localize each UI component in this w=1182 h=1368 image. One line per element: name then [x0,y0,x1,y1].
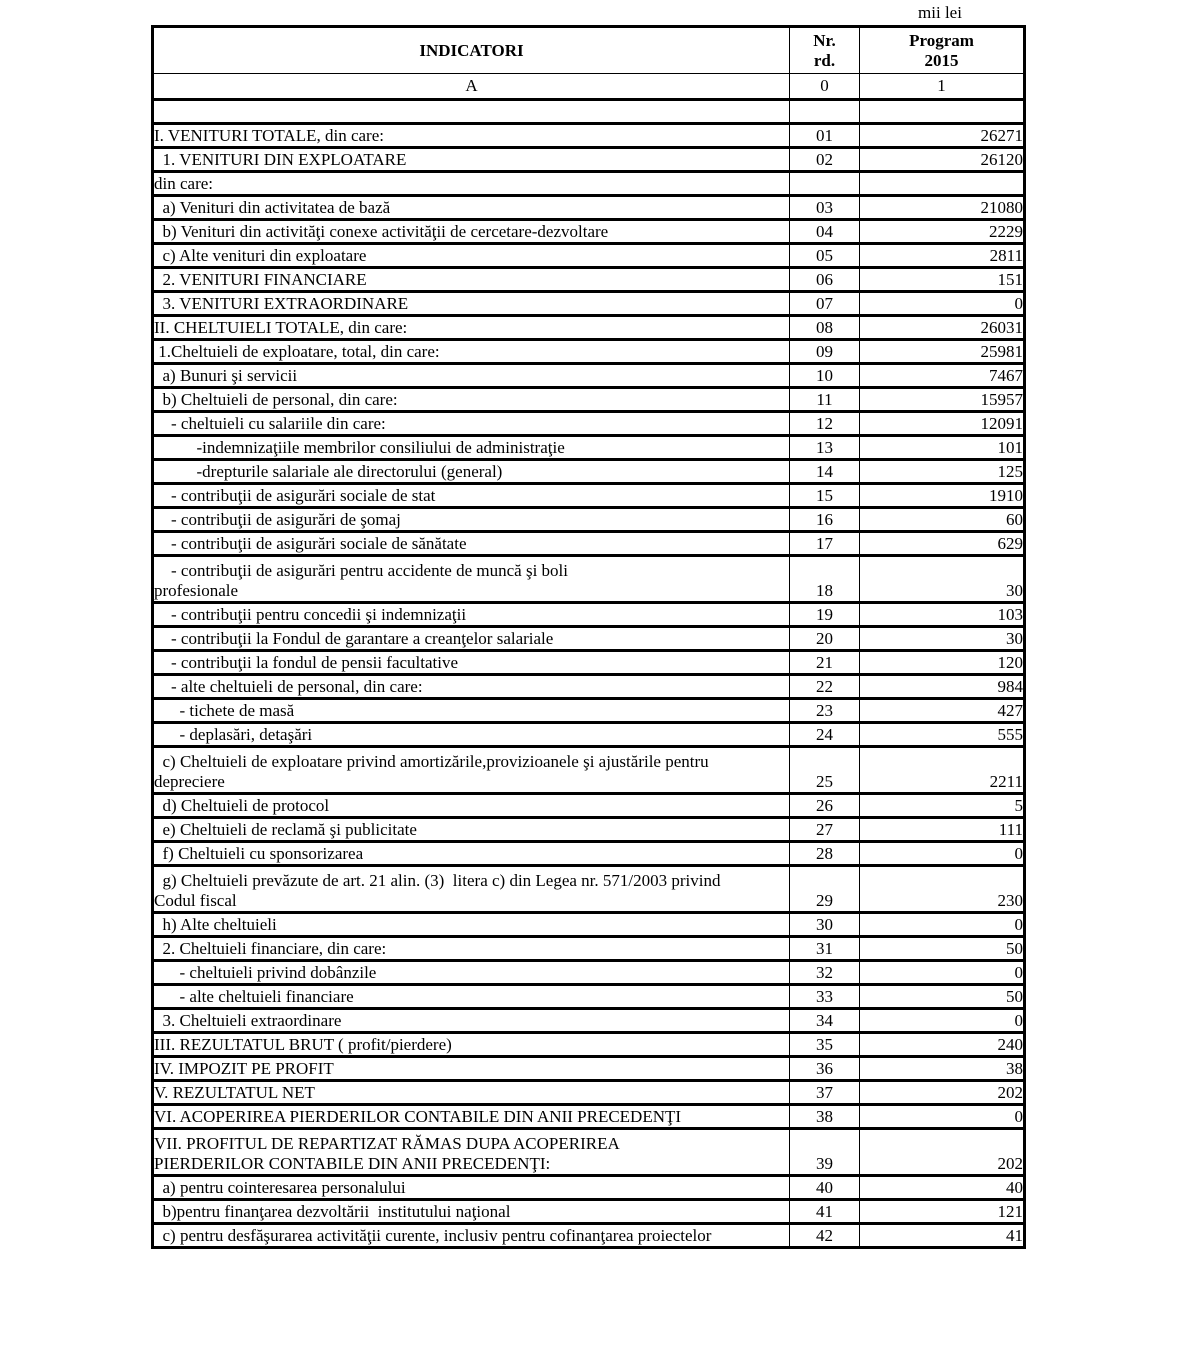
indicator-cell: c) pentru desfăşurarea activităţii curente, inclusiv pentru cofinanţarea proiectelor [153,1224,790,1248]
indicator-cell: VII. PROFITUL DE REPARTIZAT RĂMAS DUPA ACOPERIREA PIERDERILOR CONTABILE DIN ANII PRECEDENŢI: [153,1129,790,1176]
table-row [153,340,1025,364]
subheader-1: 1 [860,74,1025,100]
header-nr-rd: Nr. rd. [790,27,860,74]
row-number-cell: 41 [790,1200,860,1224]
program-value-cell: 26031 [860,316,1025,340]
indicator-cell: f) Cheltuieli cu sponsorizarea [153,842,790,866]
row-number-cell: 29 [790,866,860,913]
indicator-cell: c) Cheltuieli de exploatare privind amortizările,provizioanele şi ajustările pentru depreciere [153,747,790,794]
program-value-cell: 101 [860,436,1025,460]
header-program-2015: Program 2015 [860,27,1025,74]
indicator-cell: b) Cheltuieli de personal, din care: [153,388,790,412]
program-value-cell: 26120 [860,148,1025,172]
unit-label: mii lei [918,3,962,22]
table-row [153,1033,1025,1057]
row-number-cell: 16 [790,508,860,532]
row-number-cell: 22 [790,675,860,699]
table-row [153,818,1025,842]
row-number-cell: 03 [790,196,860,220]
row-number-cell: 36 [790,1057,860,1081]
indicator-cell: -drepturile salariale ale directorului (general) [153,460,790,484]
program-value-cell: 629 [860,532,1025,556]
program-value-cell: 7467 [860,364,1025,388]
indicator-cell: II. CHELTUIELI TOTALE, din care: [153,316,790,340]
table-row [153,1009,1025,1033]
table-row [153,937,1025,961]
blank-cell [790,100,860,124]
row-number-cell: 27 [790,818,860,842]
table-row [153,1176,1025,1200]
indicator-cell: V. REZULTATUL NET [153,1081,790,1105]
program-value-cell: 2811 [860,244,1025,268]
table-row [153,627,1025,651]
subheader-a: A [153,74,790,100]
table-row [153,1081,1025,1105]
table-row [153,388,1025,412]
row-number-cell: 38 [790,1105,860,1129]
table-row [153,364,1025,388]
indicator-cell: - alte cheltuieli financiare [153,985,790,1009]
header-indicatori: INDICATORI [153,27,790,74]
row-number-cell: 25 [790,747,860,794]
program-value-cell: 12091 [860,412,1025,436]
table-row [153,460,1025,484]
program-value-cell: 555 [860,723,1025,747]
program-value-cell: 0 [860,1009,1025,1033]
row-number-cell: 18 [790,556,860,603]
indicator-cell: 2. VENITURI FINANCIARE [153,268,790,292]
program-value-cell: 30 [860,627,1025,651]
program-value-cell: 1910 [860,484,1025,508]
row-number-cell: 40 [790,1176,860,1200]
table-row [153,220,1025,244]
program-value-cell: 125 [860,460,1025,484]
indicator-cell: I. VENITURI TOTALE, din care: [153,124,790,148]
table-row [153,556,1025,603]
indicator-cell: - contribuţii de asigurări sociale de sănătate [153,532,790,556]
indicator-cell: e) Cheltuieli de reclamă şi publicitate [153,818,790,842]
program-value-cell: 151 [860,268,1025,292]
row-number-cell [790,172,860,196]
row-number-cell: 32 [790,961,860,985]
table-row [153,292,1025,316]
row-number-cell: 21 [790,651,860,675]
indicator-cell: b)pentru finanţarea dezvoltării institutului naţional [153,1200,790,1224]
row-number-cell: 15 [790,484,860,508]
table-row [153,747,1025,794]
indicator-cell: - contribuţii de asigurări pentru accidente de muncă şi boli profesionale [153,556,790,603]
program-value-cell: 2229 [860,220,1025,244]
indicator-cell: a) Bunuri şi servicii [153,364,790,388]
table-row [153,675,1025,699]
program-value-cell: 111 [860,818,1025,842]
row-number-cell: 26 [790,794,860,818]
table-row [153,723,1025,747]
indicator-cell: h) Alte cheltuieli [153,913,790,937]
table-row [153,436,1025,460]
row-number-cell: 14 [790,460,860,484]
indicator-cell: d) Cheltuieli de protocol [153,794,790,818]
program-value-cell: 202 [860,1081,1025,1105]
row-number-cell: 08 [790,316,860,340]
blank-cell [860,100,1025,124]
table-row [153,148,1025,172]
row-number-cell: 02 [790,148,860,172]
program-value-cell: 0 [860,913,1025,937]
row-number-cell: 33 [790,985,860,1009]
program-value-cell: 240 [860,1033,1025,1057]
table-row [153,1224,1025,1248]
program-value-cell: 0 [860,1105,1025,1129]
row-number-cell: 30 [790,913,860,937]
row-number-cell: 35 [790,1033,860,1057]
table-row [153,172,1025,196]
program-value-cell: 427 [860,699,1025,723]
program-value-cell: 0 [860,961,1025,985]
program-value-cell: 5 [860,794,1025,818]
row-number-cell: 06 [790,268,860,292]
indicator-cell: - tichete de masă [153,699,790,723]
row-number-cell: 34 [790,1009,860,1033]
program-value-cell: 15957 [860,388,1025,412]
row-number-cell: 12 [790,412,860,436]
indicator-cell: - contribuţii pentru concedii şi indemnizaţii [153,603,790,627]
indicator-cell: 1.Cheltuieli de exploatare, total, din care: [153,340,790,364]
program-value-cell: 984 [860,675,1025,699]
program-value-cell: 38 [860,1057,1025,1081]
indicator-cell: -indemnizaţiile membrilor consiliului de administraţie [153,436,790,460]
indicator-cell: - deplasări, detaşări [153,723,790,747]
table-row [153,603,1025,627]
indicator-cell: a) Venituri din activitatea de bază [153,196,790,220]
indicator-cell: 2. Cheltuieli financiare, din care: [153,937,790,961]
indicator-cell: IV. IMPOZIT PE PROFIT [153,1057,790,1081]
table-row [153,268,1025,292]
table-body [153,124,1025,1248]
row-number-cell: 07 [790,292,860,316]
program-value-cell: 30 [860,556,1025,603]
program-value-cell: 0 [860,842,1025,866]
row-number-cell: 19 [790,603,860,627]
indicator-cell: III. REZULTATUL BRUT ( profit/pierdere) [153,1033,790,1057]
program-value-cell: 120 [860,651,1025,675]
row-number-cell: 23 [790,699,860,723]
table-row [153,412,1025,436]
program-value-cell: 50 [860,937,1025,961]
indicator-cell: - cheltuieli privind dobânzile [153,961,790,985]
indicator-cell: b) Venituri din activităţi conexe activităţii de cercetare-dezvoltare [153,220,790,244]
indicator-cell: 3. VENITURI EXTRAORDINARE [153,292,790,316]
row-number-cell: 39 [790,1129,860,1176]
row-number-cell: 42 [790,1224,860,1248]
row-number-cell: 24 [790,723,860,747]
indicator-cell: 3. Cheltuieli extraordinare [153,1009,790,1033]
row-number-cell: 31 [790,937,860,961]
program-value-cell: 230 [860,866,1025,913]
program-value-cell: 25981 [860,340,1025,364]
program-value-cell: 21080 [860,196,1025,220]
indicator-cell: - cheltuieli cu salariile din care: [153,412,790,436]
row-number-cell: 04 [790,220,860,244]
row-number-cell: 09 [790,340,860,364]
table-row [153,1200,1025,1224]
indicator-cell: - contribuţii de asigurări sociale de stat [153,484,790,508]
row-number-cell: 37 [790,1081,860,1105]
table-row [153,651,1025,675]
row-number-cell: 17 [790,532,860,556]
table-row [153,124,1025,148]
table-row [153,1057,1025,1081]
table-row [153,316,1025,340]
program-value-cell: 103 [860,603,1025,627]
program-value-cell: 26271 [860,124,1025,148]
indicator-cell: 1. VENITURI DIN EXPLOATARE [153,148,790,172]
indicator-cell: c) Alte venituri din exploatare [153,244,790,268]
table-row [153,866,1025,913]
table-row [153,961,1025,985]
indicator-cell: a) pentru cointeresarea personalului [153,1176,790,1200]
indicator-cell: g) Cheltuieli prevăzute de art. 21 alin. (3) litera c) din Legea nr. 571/2003 privind Codul fiscal [153,866,790,913]
program-value-cell: 40 [860,1176,1025,1200]
row-number-cell: 20 [790,627,860,651]
indicator-cell: - contribuţii la fondul de pensii facultative [153,651,790,675]
blank-cell [153,100,790,124]
program-value-cell: 41 [860,1224,1025,1248]
row-number-cell: 13 [790,436,860,460]
program-value-cell: 202 [860,1129,1025,1176]
table-row [153,508,1025,532]
row-number-cell: 01 [790,124,860,148]
table-row [153,842,1025,866]
indicator-cell: VI. ACOPERIREA PIERDERILOR CONTABILE DIN ANII PRECEDENŢI [153,1105,790,1129]
indicator-cell: - contribuţii la Fondul de garantare a creanţelor salariale [153,627,790,651]
program-value-cell: 121 [860,1200,1025,1224]
program-value-cell [860,172,1025,196]
row-number-cell: 05 [790,244,860,268]
table-row [153,196,1025,220]
row-number-cell: 11 [790,388,860,412]
row-number-cell: 10 [790,364,860,388]
indicator-cell: - alte cheltuieli de personal, din care: [153,675,790,699]
indicator-cell: - contribuţii de asigurări de şomaj [153,508,790,532]
program-value-cell: 0 [860,292,1025,316]
table-row [153,1105,1025,1129]
table-row [153,699,1025,723]
table-row [153,913,1025,937]
program-value-cell: 60 [860,508,1025,532]
program-value-cell: 50 [860,985,1025,1009]
table-row [153,794,1025,818]
subheader-0: 0 [790,74,860,100]
program-value-cell: 2211 [860,747,1025,794]
table-row [153,1129,1025,1176]
indicator-cell: din care: [153,172,790,196]
row-number-cell: 28 [790,842,860,866]
table-row [153,244,1025,268]
indicators-table [151,25,1026,1249]
table-row [153,985,1025,1009]
table-row [153,532,1025,556]
table-row [153,484,1025,508]
